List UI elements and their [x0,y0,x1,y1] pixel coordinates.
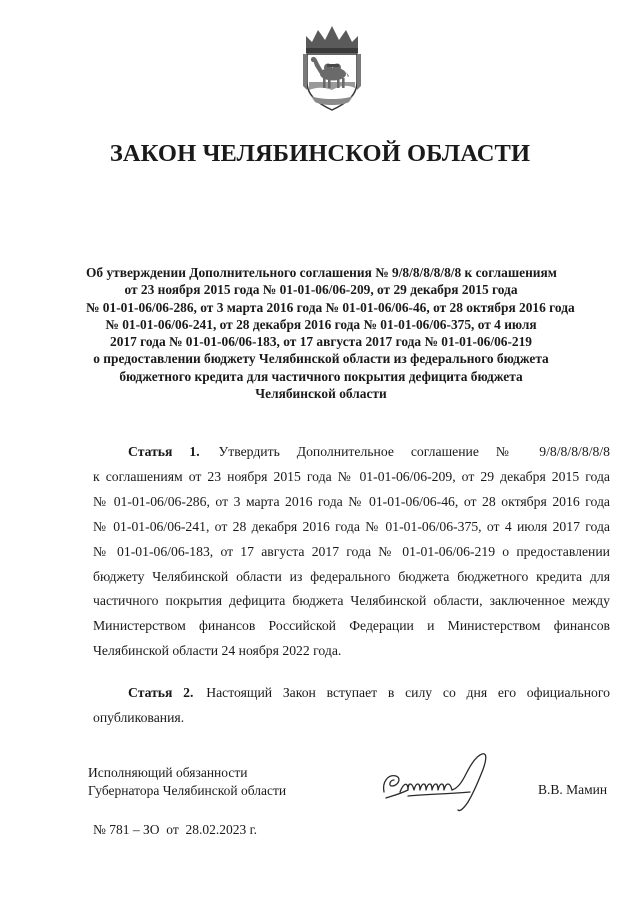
subject-line: бюджетного кредита для частичного покрытия дефицита бюджета [119,368,523,384]
signer-name: В.В. Мамин [538,782,608,797]
signer-role-line: Исполняющий обязанности [88,765,248,780]
law-title: ЗАКОН ЧЕЛЯБИНСКОЙ ОБЛАСТИ [109,140,531,167]
article-line: бюджету Челябинской области из федерального бюджета бюджетного кредита для [93,568,610,584]
article-2 [93,681,610,731]
signer-role [88,764,286,800]
article-text: Настоящий Закон вступает в силу со дня его официального [206,685,611,700]
article-line: Министерством финансов Российской Федерации и Министерством финансов [93,618,610,634]
article-label: Статья 2. [128,685,194,700]
registration-line: № 781 – ЗО от 28.02.2023 г. [93,822,258,837]
article-line: опубликования. [93,709,185,725]
crown-icon [306,26,358,53]
article-line: № 01-01-06/06-286, от 3 марта 2016 года № 01-01-06/06-46, от 28 октября 2016 года [93,493,610,509]
subject-line: от 23 ноября 2015 года № 01-01-06/06-209, от 29 декабря 2015 года [124,282,518,298]
article-line: частичного покрытия дефицита бюджета Челябинской области, заключенное между [93,593,610,609]
article-first-line [93,681,610,706]
article-first-line [93,440,610,465]
article-1 [93,440,610,664]
law-subject [86,264,575,402]
article-line: Челябинской области 24 ноября 2022 года. [93,643,342,659]
article-line: № 01-01-06/06-183, от 17 августа 2017 года № 01-01-06/06-219 о предоставлении [93,543,610,559]
article-line: к соглашениям от 23 ноября 2015 года № 01-01-06/06-209, от 29 декабря 2015 года [93,468,610,484]
article-text: Утвердить Дополнительное соглашение № 9/8/8/8/8/8/8 [218,444,610,459]
subject-line: Челябинской области [255,386,387,402]
subject-line: № 01-01-06/06-286, от 3 марта 2016 года № 01-01-06/06-46, от 28 октября 2016 года [86,299,575,315]
handwritten-signature [378,752,506,814]
signer-role-line: Губернатора Челябинской области [88,783,287,798]
subject-line: 2017 года № 01-01-06/06-183, от 17 августа 2017 года № 01-01-06/06-219 [110,334,532,350]
subject-line: о предоставлении бюджету Челябинской области из федерального бюджета [93,351,549,367]
subject-line: Об утверждении Дополнительного соглашения № 9/8/8/8/8/8/8 к соглашениям [86,265,557,280]
article-label: Статья 1. [128,444,200,459]
coat-of-arms-icon [297,24,367,112]
subject-line: № 01-01-06/06-241, от 28 декабря 2016 года № 01-01-06/06-375, от 4 июля [105,316,537,332]
article-line: № 01-01-06/06-241, от 28 декабря 2016 года № 01-01-06/06-375, от 4 июля 2017 года [93,518,610,534]
